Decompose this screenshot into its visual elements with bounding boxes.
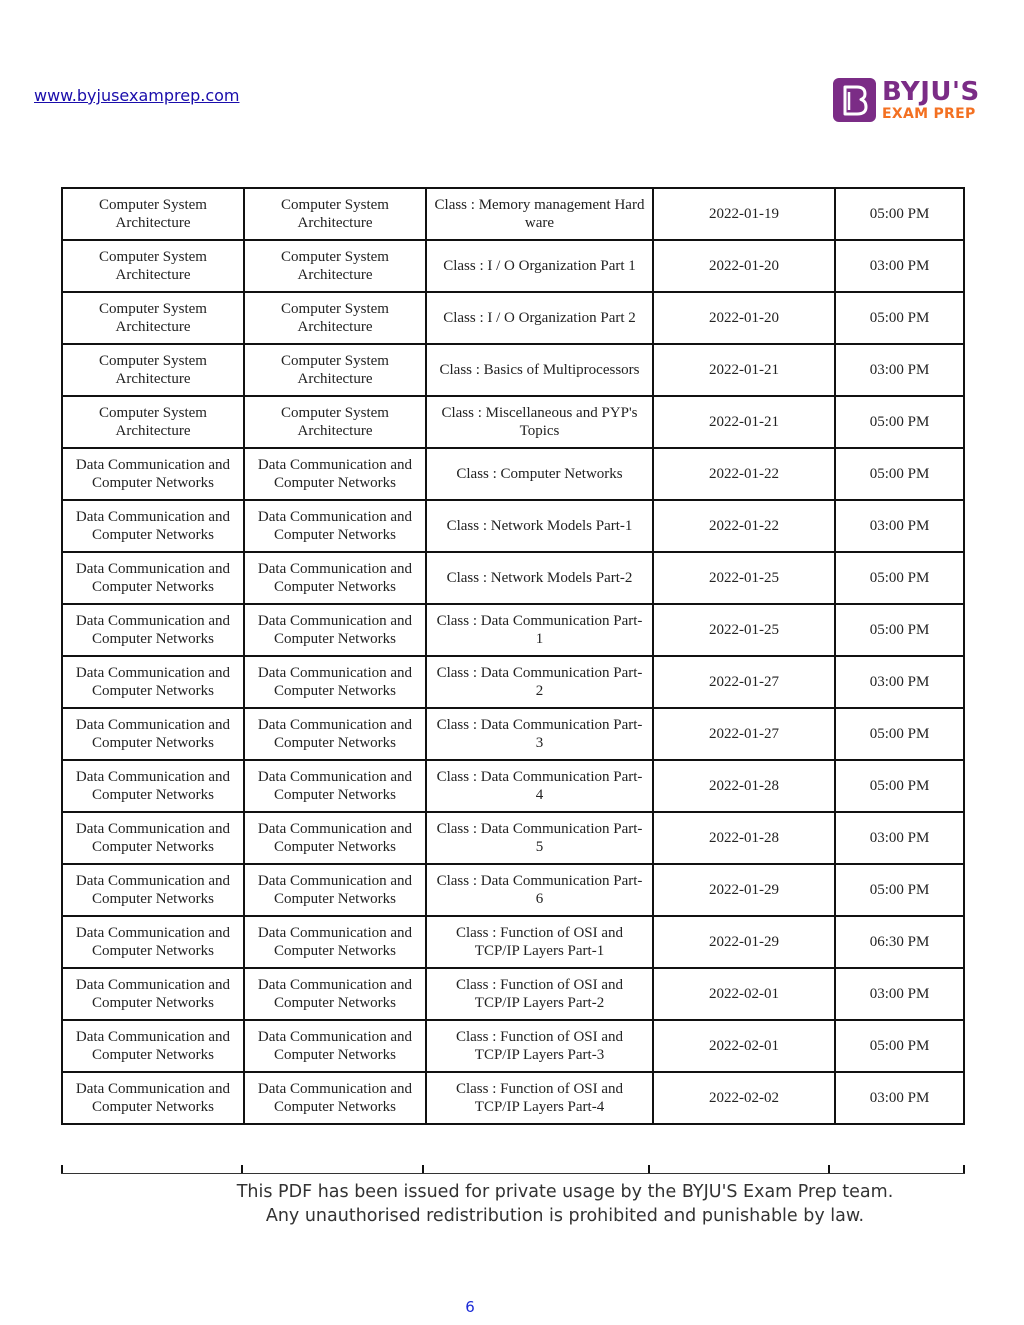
time-cell: 05:00 PM [835, 188, 964, 240]
class-title-cell: Class : Function of OSI and TCP/IP Layers Part-2 [426, 968, 653, 1020]
subject-cell: Data Communication and Computer Networks [62, 916, 244, 968]
subject-cell: Data Communication and Computer Networks [62, 1020, 244, 1072]
topic-cell: Data Communication and Computer Networks [244, 500, 426, 552]
date-cell: 2022-01-21 [653, 344, 835, 396]
topic-cell: Data Communication and Computer Networks [244, 1072, 426, 1124]
date-cell: 2022-01-25 [653, 552, 835, 604]
date-cell: 2022-01-19 [653, 188, 835, 240]
subject-cell: Data Communication and Computer Networks [62, 864, 244, 916]
topic-cell: Data Communication and Computer Networks [244, 552, 426, 604]
topic-cell: Data Communication and Computer Networks [244, 864, 426, 916]
subject-cell: Data Communication and Computer Networks [62, 552, 244, 604]
table-row [62, 500, 964, 552]
time-cell: 05:00 PM [835, 708, 964, 760]
topic-cell: Computer System Architecture [244, 344, 426, 396]
topic-cell: Computer System Architecture [244, 292, 426, 344]
date-cell: 2022-01-28 [653, 812, 835, 864]
class-title-cell: Class : Memory management Hard ware [426, 188, 653, 240]
class-title-cell: Class : Network Models Part-1 [426, 500, 653, 552]
class-title-cell: Class : Data Communication Part-4 [426, 760, 653, 812]
topic-cell: Computer System Architecture [244, 240, 426, 292]
time-cell: 06:30 PM [835, 916, 964, 968]
table-row [62, 344, 964, 396]
time-cell: 05:00 PM [835, 552, 964, 604]
subject-cell: Data Communication and Computer Networks [62, 604, 244, 656]
table-row [62, 292, 964, 344]
subject-cell: Computer System Architecture [62, 396, 244, 448]
footer-divider [61, 1173, 965, 1174]
footer-notice-line-2: Any unauthorised redistribution is prohibited and punishable by law. [265, 1206, 865, 1226]
logo-subtitle: EXAM PREP [882, 106, 976, 122]
footer-notice [150, 1180, 980, 1228]
table-row [62, 812, 964, 864]
class-title-cell: Class : Miscellaneous and PYP's Topics [426, 396, 653, 448]
table-row [62, 864, 964, 916]
time-cell: 03:00 PM [835, 240, 964, 292]
date-cell: 2022-01-22 [653, 448, 835, 500]
time-cell: 03:00 PM [835, 500, 964, 552]
logo-brand: BYJU'S [882, 77, 980, 107]
subject-cell: Computer System Architecture [62, 344, 244, 396]
topic-cell: Data Communication and Computer Networks [244, 1020, 426, 1072]
time-cell: 05:00 PM [835, 396, 964, 448]
time-cell: 03:00 PM [835, 656, 964, 708]
topic-cell: Data Communication and Computer Networks [244, 708, 426, 760]
page-number: 6 [465, 1298, 475, 1316]
topic-cell: Data Communication and Computer Networks [244, 656, 426, 708]
class-title-cell: Class : Function of OSI and TCP/IP Layers Part-3 [426, 1020, 653, 1072]
subject-cell: Data Communication and Computer Networks [62, 1072, 244, 1124]
table-row [62, 552, 964, 604]
time-cell: 05:00 PM [835, 1020, 964, 1072]
class-title-cell: Class : Data Communication Part-6 [426, 864, 653, 916]
topic-cell: Data Communication and Computer Networks [244, 916, 426, 968]
time-cell: 05:00 PM [835, 604, 964, 656]
byjus-exam-prep-logo [833, 76, 988, 124]
subject-cell: Computer System Architecture [62, 292, 244, 344]
subject-cell: Data Communication and Computer Networks [62, 812, 244, 864]
table-row [62, 708, 964, 760]
class-title-cell: Class : Data Communication Part-5 [426, 812, 653, 864]
subject-cell: Computer System Architecture [62, 240, 244, 292]
topic-cell: Computer System Architecture [244, 396, 426, 448]
topic-cell: Data Communication and Computer Networks [244, 760, 426, 812]
site-link[interactable]: www.byjusexamprep.com [34, 86, 240, 105]
date-cell: 2022-01-28 [653, 760, 835, 812]
time-cell: 03:00 PM [835, 968, 964, 1020]
table-row [62, 396, 964, 448]
time-cell: 03:00 PM [835, 1072, 964, 1124]
table-row [62, 656, 964, 708]
date-cell: 2022-02-01 [653, 1020, 835, 1072]
table-row [62, 604, 964, 656]
class-title-cell: Class : Function of OSI and TCP/IP Layers Part-1 [426, 916, 653, 968]
subject-cell: Data Communication and Computer Networks [62, 760, 244, 812]
class-title-cell: Class : Network Models Part-2 [426, 552, 653, 604]
class-title-cell: Class : Data Communication Part-1 [426, 604, 653, 656]
time-cell: 03:00 PM [835, 344, 964, 396]
subject-cell: Data Communication and Computer Networks [62, 708, 244, 760]
table-row [62, 1020, 964, 1072]
time-cell: 05:00 PM [835, 760, 964, 812]
date-cell: 2022-02-01 [653, 968, 835, 1020]
footer-notice-line-1: This PDF has been issued for private usage by the BYJU'S Exam Prep team. [236, 1182, 894, 1202]
table-row [62, 1072, 964, 1124]
date-cell: 2022-01-20 [653, 292, 835, 344]
table-row [62, 968, 964, 1020]
time-cell: 05:00 PM [835, 292, 964, 344]
subject-cell: Computer System Architecture [62, 188, 244, 240]
table-row [62, 240, 964, 292]
subject-cell: Data Communication and Computer Networks [62, 656, 244, 708]
date-cell: 2022-01-22 [653, 500, 835, 552]
date-cell: 2022-01-29 [653, 864, 835, 916]
topic-cell: Data Communication and Computer Networks [244, 604, 426, 656]
class-schedule-table [61, 187, 965, 1125]
date-cell: 2022-01-20 [653, 240, 835, 292]
class-title-cell: Class : Function of OSI and TCP/IP Layers Part-4 [426, 1072, 653, 1124]
class-title-cell: Class : Basics of Multiprocessors [426, 344, 653, 396]
topic-cell: Computer System Architecture [244, 188, 426, 240]
byjus-b-icon [833, 78, 876, 122]
topic-cell: Data Communication and Computer Networks [244, 812, 426, 864]
time-cell: 03:00 PM [835, 812, 964, 864]
table-continuation-lines [61, 1165, 965, 1173]
time-cell: 05:00 PM [835, 448, 964, 500]
table-row [62, 760, 964, 812]
table-row [62, 916, 964, 968]
class-title-cell: Class : Data Communication Part-3 [426, 708, 653, 760]
subject-cell: Data Communication and Computer Networks [62, 968, 244, 1020]
class-title-cell: Class : I / O Organization Part 1 [426, 240, 653, 292]
time-cell: 05:00 PM [835, 864, 964, 916]
class-title-cell: Class : Data Communication Part-2 [426, 656, 653, 708]
date-cell: 2022-02-02 [653, 1072, 835, 1124]
date-cell: 2022-01-27 [653, 708, 835, 760]
date-cell: 2022-01-29 [653, 916, 835, 968]
subject-cell: Data Communication and Computer Networks [62, 448, 244, 500]
subject-cell: Data Communication and Computer Networks [62, 500, 244, 552]
date-cell: 2022-01-27 [653, 656, 835, 708]
topic-cell: Data Communication and Computer Networks [244, 968, 426, 1020]
topic-cell: Data Communication and Computer Networks [244, 448, 426, 500]
date-cell: 2022-01-25 [653, 604, 835, 656]
table-row [62, 188, 964, 240]
table-row [62, 448, 964, 500]
class-title-cell: Class : Computer Networks [426, 448, 653, 500]
date-cell: 2022-01-21 [653, 396, 835, 448]
class-title-cell: Class : I / O Organization Part 2 [426, 292, 653, 344]
